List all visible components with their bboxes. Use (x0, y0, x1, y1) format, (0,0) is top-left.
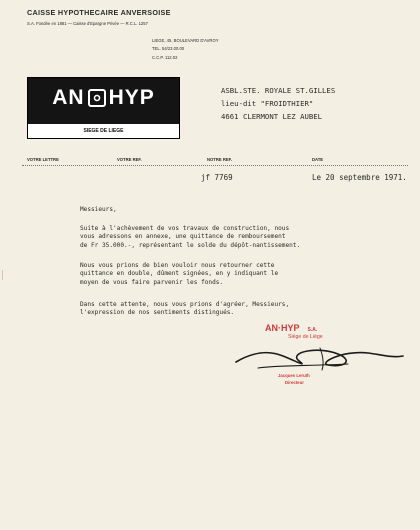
address-line: LIEGE, 45, BOULEVARD D'AVROY (152, 38, 219, 43)
paragraph-line: quittance en double, dûment signées, en y indiquant le (80, 270, 279, 278)
paragraph-line: Dans cette attente, nous vous prions d'agréer, Messieurs, (80, 301, 290, 308)
stamp-subtitle: Siège de Liège (288, 334, 323, 340)
date-label: DATE (312, 157, 324, 162)
address-line: C.C.P. 112.02 (152, 54, 178, 60)
paragraph-2 (80, 262, 278, 287)
votre-ref-label: VOTRE REF. (117, 157, 142, 162)
logo-emblem-icon (88, 89, 106, 107)
paragraph-line: Suite à l'achèvement de vos travaux de construction, nous (80, 225, 290, 232)
address-line: TEL. 54/23.00.00 (152, 46, 185, 52)
recipient-line: ASBL.STE. ROYALE ST.GILLES (221, 86, 336, 95)
paragraph-line: vous adressons en annexe, une quittance de remboursement (80, 233, 286, 241)
recipient-line: 4661 CLERMONT LEZ AUBEL (221, 112, 323, 121)
paragraph-1 (80, 225, 300, 250)
company-address (152, 37, 219, 62)
handwritten-signature (228, 338, 408, 378)
reference-divider (22, 165, 408, 166)
logo-text-right: HYP (108, 86, 155, 110)
paragraph-line: l'expression de nos sentiments distingués. (80, 309, 235, 317)
salutation: Messieurs, (80, 206, 117, 213)
stamp-suffix: S.A. (307, 327, 318, 333)
logo-subtitle: SIEGE DE LIEGE (28, 124, 179, 138)
company-name: CAISSE HYPOTHECAIRE ANVERSOISE (27, 8, 171, 17)
date-value: Le 20 septembre 1971. (312, 173, 407, 182)
signer-name: Jacques Leruth (278, 373, 310, 378)
company-logo (27, 77, 180, 139)
paragraph-line: Nous vous prions de bien vouloir nous retourner cette (80, 262, 275, 269)
paragraph-3 (80, 301, 289, 318)
company-stamp (265, 323, 317, 333)
notre-ref-value: jf 7769 (201, 173, 233, 182)
signer-title: Directeur (285, 380, 304, 385)
logo-text-left: AN (52, 86, 85, 110)
recipient-address (221, 84, 335, 123)
logo-wordmark (28, 86, 179, 110)
recipient-line: lieu-dit "FROIDTHIER" (221, 99, 314, 108)
notre-ref-label: NOTRE REF. (207, 157, 232, 162)
votre-lettre-label: VOTRE LETTRE (27, 157, 59, 162)
paragraph-line: moyen de vous faire parvenir les fonds. (80, 278, 224, 286)
fold-mark (2, 270, 8, 280)
legal-line: S.A. Fondée en 1881 — Caisse d'Epargne Privée — R.C.L. 1257 (27, 21, 148, 26)
paragraph-line: de Fr 35.000.-, représentant le solde du dépôt-nantissement. (80, 241, 301, 249)
stamp-name: AN·HYP (265, 323, 300, 333)
